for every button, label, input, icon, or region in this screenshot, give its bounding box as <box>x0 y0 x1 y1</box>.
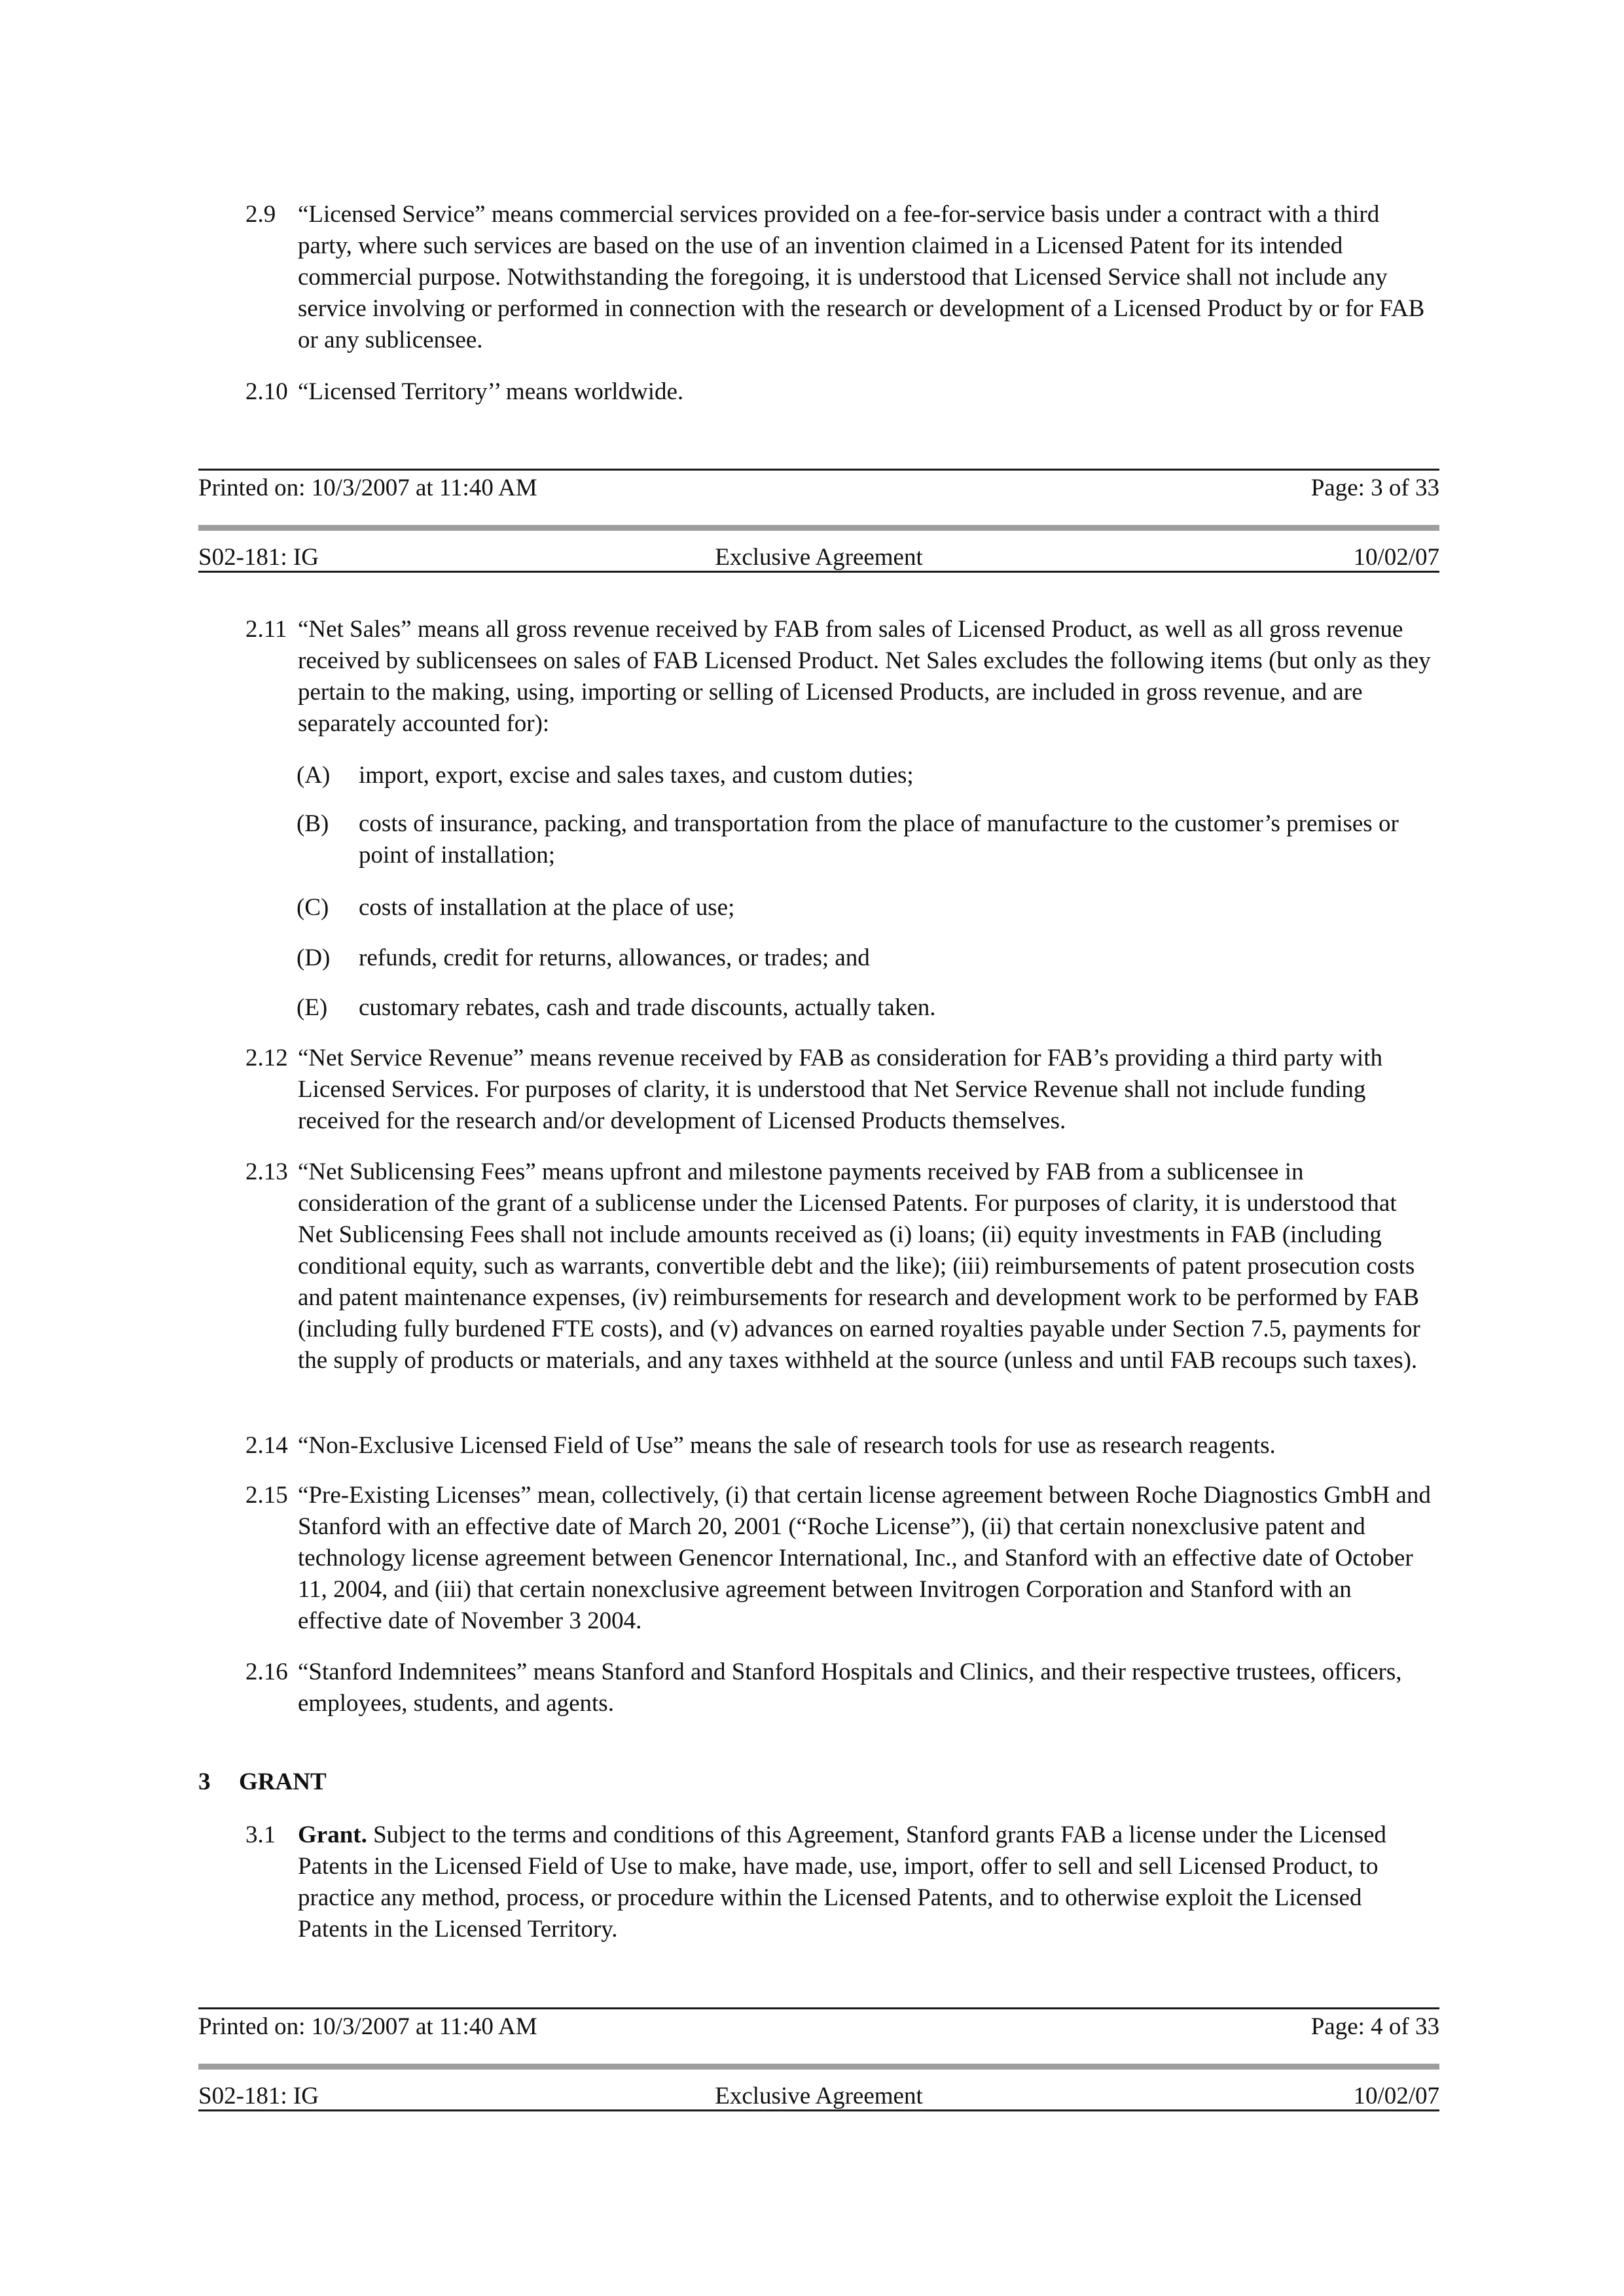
doc-id: S02-181: IG <box>198 2083 319 2109</box>
doc-id: S02-181: IG <box>198 544 319 571</box>
section-lead: Grant. <box>298 1821 367 1848</box>
item-label: (C) <box>297 894 329 921</box>
section-text: “Stanford Indemnitees” means Stanford and Stanford Hospitals and Clinics, and their respective trustees, officers, employees, students, and agents. <box>298 1659 1402 1717</box>
doc-date: 10/02/07 <box>1353 544 1439 571</box>
footer-rule <box>198 2007 1439 2009</box>
section-number: 3.1 <box>245 1821 276 1848</box>
section-text: “Licensed Service” means commercial services provided on a fee-for-service basis under a contract with a third party, where such services are based on the use of an invention claimed in a Licensed Patent for its intended commercial purpose. Notwithstanding the foregoing, it is understood that Licensed Service shall not include any service involving or performed in connection with the research or development of a Licensed Product by or for FAB or any sublicensee. <box>298 201 1425 353</box>
item-text: costs of insurance, packing, and transportation from the place of manufacture to the customer’s premises or point of installation; <box>359 810 1399 869</box>
item-label: (B) <box>297 810 329 837</box>
header-rule <box>198 571 1439 573</box>
item-label: (A) <box>297 762 331 789</box>
section-text: “Net Service Revenue” means revenue received by FAB as consideration for FAB’s providing a third party with Licensed Services. For purposes of clarity, it is understood that Net Service Revenue shall not include funding received for the research and/or development of Licensed Products themselves. <box>298 1045 1382 1134</box>
page-footer <box>198 473 1439 504</box>
section-2-13 <box>245 1157 1434 1376</box>
section-number: 2.11 <box>245 616 287 643</box>
section-text <box>298 1820 1434 1945</box>
item-label: (E) <box>297 994 328 1021</box>
section-text: “Non-Exclusive Licensed Field of Use” means the sale of research tools for use as research reagents. <box>298 1432 1276 1459</box>
list-item <box>297 808 1435 871</box>
section-heading-3 <box>198 1767 327 1798</box>
page-header <box>198 2081 1439 2112</box>
section-number: 2.12 <box>245 1045 288 1071</box>
footer-rule <box>198 469 1439 471</box>
doc-date: 10/02/07 <box>1353 2083 1439 2109</box>
page-break-rule <box>198 525 1439 531</box>
item-text: import, export, excise and sales taxes, and custom duties; <box>359 762 914 789</box>
section-2-9 <box>245 199 1434 356</box>
section-2-11 <box>245 614 1434 740</box>
section-2-10 <box>245 376 1434 408</box>
page-header <box>198 542 1439 573</box>
section-number: 2.16 <box>245 1659 288 1685</box>
section-number: 2.15 <box>245 1482 288 1509</box>
section-number: 2.13 <box>245 1158 288 1185</box>
doc-title: Exclusive Agreement <box>715 544 923 571</box>
heading-number: 3 <box>198 1768 211 1795</box>
printed-on: Printed on: 10/3/2007 at 11:40 AM <box>198 2013 537 2040</box>
section-number: 2.10 <box>245 378 288 405</box>
section-text: “Net Sales” means all gross revenue received by FAB from sales of Licensed Product, as well as all gross revenue received by sublicensees on sales of FAB Licensed Product. Net Sales excludes the following items (but only as they pertain to the making, using, importing or selling of Licensed Products, are included in gross revenue, and are separately accounted for): <box>298 616 1431 737</box>
section-number: 2.14 <box>245 1432 288 1459</box>
item-text: costs of installation at the place of use; <box>359 894 735 921</box>
page-break-rule <box>198 2064 1439 2070</box>
page-footer <box>198 2011 1439 2043</box>
doc-title: Exclusive Agreement <box>715 2083 923 2109</box>
section-2-16 <box>245 1657 1434 1719</box>
item-label: (D) <box>297 944 331 971</box>
header-rule <box>198 2109 1439 2111</box>
section-body: Subject to the terms and conditions of this Agreement, Stanford grants FAB a license under the Licensed Patents in the Licensed Field of Use to make, have made, use, import, offer to sell and sell Licensed Product, to practice any method, process, or procedure within the Licensed Patents, and to otherwise exploit the Licensed Patents in the Licensed Territory. <box>298 1821 1386 1943</box>
heading-title: GRANT <box>239 1768 327 1795</box>
page-number: Page: 4 of 33 <box>1310 2013 1439 2040</box>
page-number: Page: 3 of 33 <box>1310 475 1439 501</box>
list-item <box>297 892 1435 924</box>
list-item <box>297 760 1435 791</box>
item-text: refunds, credit for returns, allowances, or trades; and <box>359 944 870 971</box>
printed-on: Printed on: 10/3/2007 at 11:40 AM <box>198 475 537 501</box>
section-2-14 <box>245 1430 1434 1462</box>
item-text: customary rebates, cash and trade discounts, actually taken. <box>359 994 936 1021</box>
section-number: 2.9 <box>245 201 276 228</box>
section-2-12 <box>245 1043 1434 1137</box>
section-text: “Pre-Existing Licenses” mean, collectively, (i) that certain license agreement between Roche Diagnostics GmbH and Stanford with an effective date of March 20, 2001 (“Roche License”), (ii) that certain nonexclusive patent and technology license agreement between Genencor International, Inc., and Stanford with an effective date of October 11, 2004, and (iii) that certain nonexclusive agreement between Invitrogen Corporation and Stanford with an effective date of November 3 2004. <box>298 1482 1431 1634</box>
section-text: “Licensed Territory’’ means worldwide. <box>298 378 684 405</box>
section-3-1 <box>245 1820 1434 1945</box>
section-2-15 <box>245 1480 1434 1637</box>
list-item <box>297 942 1435 974</box>
section-text: “Net Sublicensing Fees” means upfront and milestone payments received by FAB from a sublicensee in consideration of the grant of a sublicense under the Licensed Patents. For purposes of clarity, it is understood that Net Sublicensing Fees shall not include amounts received as (i) loans; (ii) equity investments in FAB (including conditional equity, such as warrants, convertible debt and the like); (iii) reimbursements of patent prosecution costs and patent maintenance expenses, (iv) reimbursements for research and development work to be performed by FAB (including fully burdened FTE costs), and (v) advances on earned royalties payable under Section 7.5, payments for the supply of products or materials, and any taxes withheld at the source (unless and until FAB recoups such taxes). <box>298 1158 1420 1374</box>
list-item <box>297 992 1435 1024</box>
